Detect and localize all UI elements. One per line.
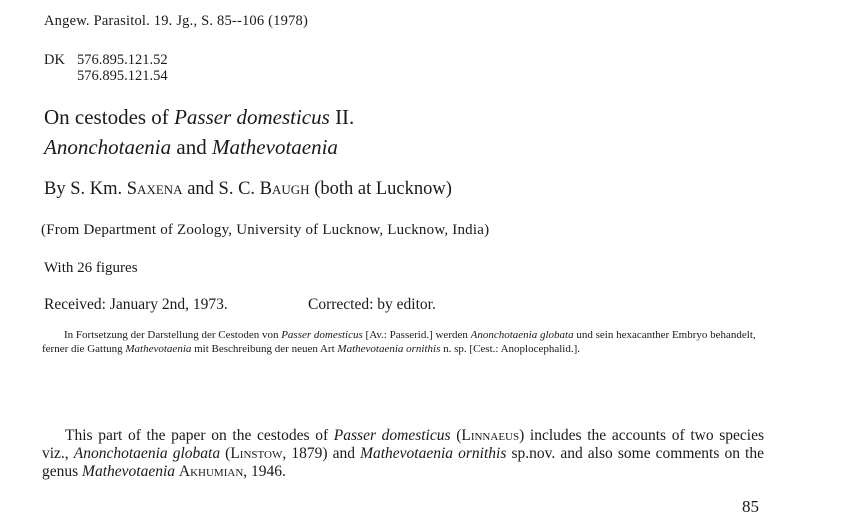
body-text: This part of the paper on the cestodes of (65, 427, 334, 444)
author1-surname: Saxena (126, 179, 183, 199)
abstract-species: Mathevotaenia ornithis (337, 342, 441, 355)
body-authority: Linstow (230, 445, 283, 462)
abstract-text: In Fortsetzung der Darstellung der Cestoden von (64, 329, 282, 341)
affiliation: (From Department of Zoology, University of Lucknow, Lucknow, India) (41, 222, 490, 238)
abstract-genus: Mathevotaenia (125, 342, 192, 355)
body-species: Anonchotaenia globata (73, 445, 221, 462)
title-part: II. (329, 105, 355, 129)
authors-prefix: By S. Km. (44, 179, 127, 199)
dk-number-1: 576.895.121.52 (77, 52, 168, 68)
authors-line (44, 179, 452, 200)
title-connector: and (171, 135, 212, 159)
title-genus-a: Anonchotaenia (44, 135, 172, 159)
body-species: Mathevotaenia ornithis (360, 445, 507, 462)
body-genus: Mathevotaenia (82, 463, 176, 480)
dk-number-2: 576.895.121.54 (77, 68, 168, 84)
authors-connector: and S. C. (182, 179, 260, 199)
body-authority: Linnaeus (461, 427, 520, 444)
title-text: On cestodes of (44, 105, 175, 129)
title-species: Passer domesticus (174, 105, 330, 129)
page-number: 85 (742, 497, 759, 516)
abstract-text: [Av.: Passerid.] werden (362, 329, 471, 341)
abstract-species: Passer domesticus (281, 329, 363, 341)
body-text: , 1879) and (282, 445, 361, 462)
authors-suffix: (both at Lucknow) (309, 179, 452, 199)
abstract-paragraph (42, 329, 764, 356)
abstract-text: und sein hexacanther Embryo behandelt, ferner die Gattung (42, 329, 756, 355)
dk-label: DK (44, 52, 65, 68)
body-text: , 1946. (243, 463, 286, 480)
title-genus-b: Mathevotaenia (211, 135, 338, 159)
body-text: ) includes the accounts of two species viz., (42, 427, 765, 462)
title-line-2 (44, 135, 338, 160)
body-paragraph (42, 427, 764, 481)
title-line-1 (44, 105, 354, 130)
body-text: ( (450, 427, 462, 444)
figures-note: With 26 figures (44, 260, 138, 276)
author2-surname: Baugh (259, 179, 310, 199)
abstract-text: mit Beschreibung der neuen Art (191, 342, 338, 355)
journal-citation: Angew. Parasitol. 19. Jg., S. 85--106 (1978) (44, 13, 309, 29)
body-authority: Akhumian (178, 463, 244, 480)
abstract-text: n. sp. [Cest.: Anoplocephalid.]. (440, 342, 580, 355)
received-date: Received: January 2nd, 1973. (44, 296, 228, 313)
corrected-note: Corrected: by editor. (308, 296, 436, 313)
body-text: ( (220, 445, 231, 462)
body-species: Passer domesticus (333, 427, 451, 444)
body-text: sp.nov. and also some comments on the genus (42, 445, 764, 480)
abstract-species: Anonchotaenia globata (470, 329, 574, 341)
